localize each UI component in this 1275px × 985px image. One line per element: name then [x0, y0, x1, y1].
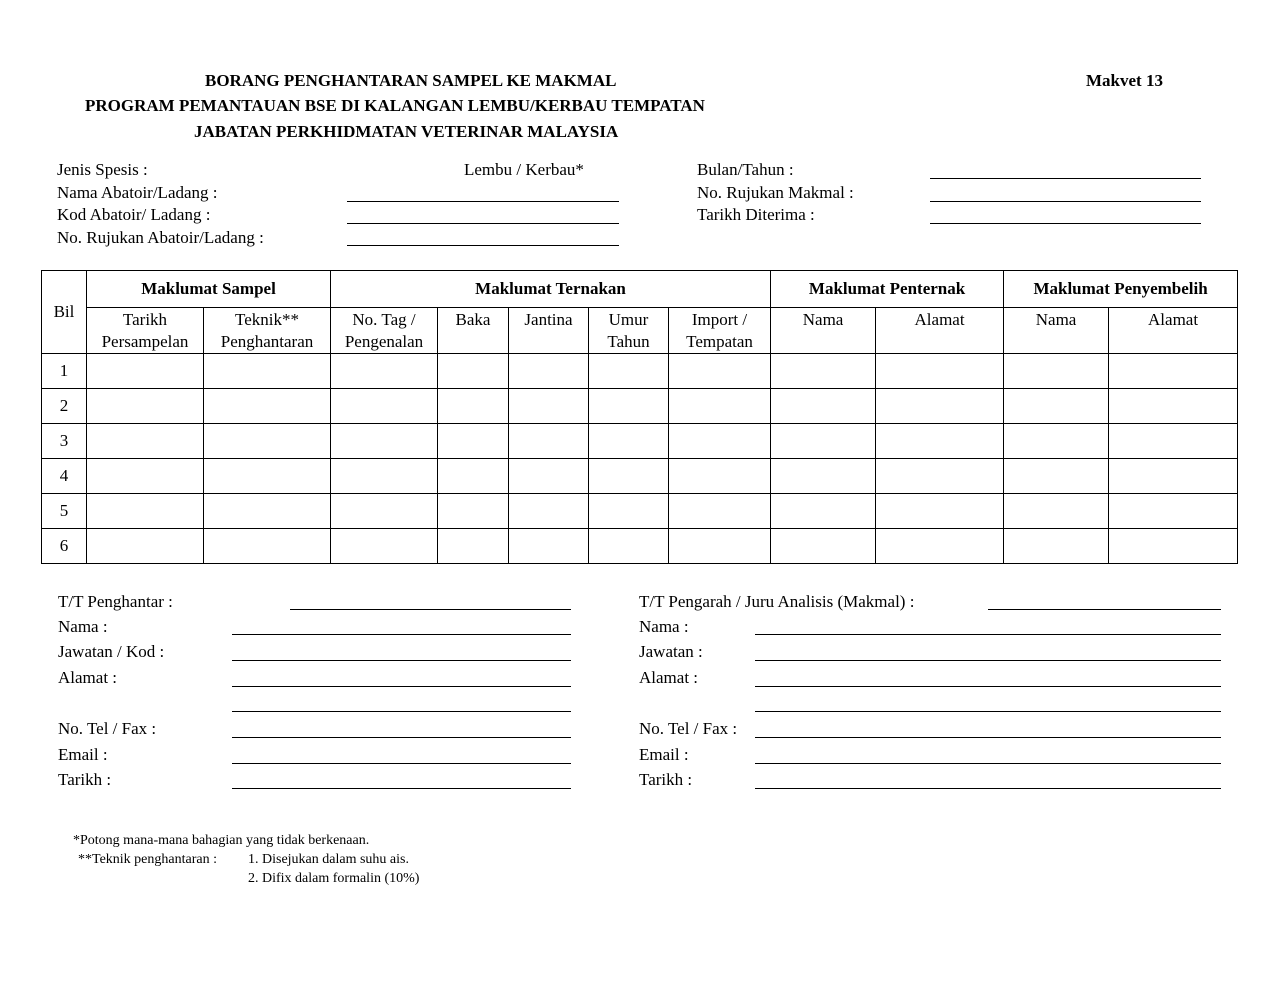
table-cell[interactable]	[589, 459, 669, 494]
field-lab-email[interactable]	[755, 763, 1221, 764]
field-sender-email[interactable]	[232, 763, 571, 764]
field-lab-jawatan[interactable]	[755, 660, 1221, 661]
table-cell[interactable]	[204, 354, 331, 389]
table-cell[interactable]	[509, 529, 589, 564]
table-cell[interactable]	[1004, 354, 1109, 389]
header-penternak-nama: Nama	[771, 308, 876, 354]
table-cell[interactable]	[1109, 494, 1238, 529]
table-cell[interactable]	[204, 459, 331, 494]
form-code: Makvet 13	[1086, 71, 1163, 90]
table-cell[interactable]	[589, 424, 669, 459]
table-cell[interactable]	[589, 389, 669, 424]
header-no-tag: No. Tag / Pengenalan	[331, 308, 438, 354]
table-cell[interactable]	[876, 389, 1004, 424]
footnote-2-label: **Teknik penghantaran :	[78, 852, 217, 867]
table-column-header-row	[42, 308, 1238, 354]
header-tarikh-persampelan: Tarikh Persampelan	[87, 308, 204, 354]
label-sender-tel: No. Tel / Fax :	[58, 719, 157, 738]
table-cell[interactable]	[669, 389, 771, 424]
form-title-line3: JABATAN PERKHIDMATAN VETERINAR MALAYSIA	[194, 122, 619, 141]
table-cell[interactable]	[771, 459, 876, 494]
table-cell[interactable]	[1109, 354, 1238, 389]
table-group-header-row	[42, 271, 1238, 308]
table-cell[interactable]	[331, 354, 438, 389]
footnote-2-item1: 1. Disejukan dalam suhu ais.	[248, 852, 409, 867]
sample-table	[41, 270, 1238, 564]
table-cell[interactable]	[1004, 459, 1109, 494]
row-number: 1	[42, 354, 87, 389]
label-jenis-spesis: Jenis Spesis :	[57, 160, 148, 179]
table-cell[interactable]	[876, 494, 1004, 529]
table-cell[interactable]	[204, 494, 331, 529]
table-cell[interactable]	[331, 494, 438, 529]
header-maklumat-sampel: Maklumat Sampel	[87, 271, 331, 308]
table-cell[interactable]	[876, 529, 1004, 564]
form-title-line1: BORANG PENGHANTARAN SAMPEL KE MAKMAL	[205, 71, 617, 90]
label-tt-pengarah: T/T Pengarah / Juru Analisis (Makmal) :	[639, 592, 915, 611]
label-lab-tarikh: Tarikh :	[639, 770, 693, 789]
field-lab-nama[interactable]	[755, 634, 1221, 635]
label-kod-abatoir: Kod Abatoir/ Ladang :	[57, 205, 211, 224]
header-penyembelih-nama: Nama	[1004, 308, 1109, 354]
header-umur: Umur Tahun	[589, 308, 669, 354]
table-cell[interactable]	[771, 494, 876, 529]
table-cell[interactable]	[331, 529, 438, 564]
table-cell[interactable]	[1109, 459, 1238, 494]
row-number: 5	[42, 494, 87, 529]
table-cell[interactable]	[204, 424, 331, 459]
table-cell[interactable]	[589, 354, 669, 389]
table-cell[interactable]	[87, 529, 204, 564]
table-cell[interactable]	[509, 424, 589, 459]
table-cell[interactable]	[771, 529, 876, 564]
field-sender-alamat-1[interactable]	[232, 686, 571, 687]
header-import: Import / Tempatan	[669, 308, 771, 354]
row-number: 4	[42, 459, 87, 494]
row-number: 2	[42, 389, 87, 424]
table-cell[interactable]	[771, 389, 876, 424]
value-jenis-spesis: Lembu / Kerbau*	[464, 160, 584, 179]
header-penyembelih-alamat: Alamat	[1109, 308, 1238, 354]
header-bil: Bil	[42, 271, 87, 354]
table-cell[interactable]	[1004, 529, 1109, 564]
table-cell[interactable]	[1004, 389, 1109, 424]
table-cell[interactable]	[438, 529, 509, 564]
header-maklumat-penyembelih: Maklumat Penyembelih	[1004, 271, 1238, 308]
field-sender-tarikh[interactable]	[232, 788, 571, 789]
table-row	[42, 494, 1238, 529]
table-cell[interactable]	[438, 424, 509, 459]
label-lab-nama: Nama :	[639, 617, 689, 636]
table-cell[interactable]	[438, 389, 509, 424]
label-lab-email: Email :	[639, 745, 689, 764]
table-cell[interactable]	[589, 494, 669, 529]
field-sender-alamat-2[interactable]	[232, 711, 571, 712]
header-maklumat-penternak: Maklumat Penternak	[771, 271, 1004, 308]
row-number: 3	[42, 424, 87, 459]
label-sender-email: Email :	[58, 745, 108, 764]
field-sender-jawatan[interactable]	[232, 660, 571, 661]
table-cell[interactable]	[204, 529, 331, 564]
header-penternak-alamat: Alamat	[876, 308, 1004, 354]
field-tt-pengarah[interactable]	[988, 609, 1221, 610]
field-tt-penghantar[interactable]	[290, 609, 571, 610]
table-cell[interactable]	[1109, 389, 1238, 424]
row-number: 6	[42, 529, 87, 564]
table-cell[interactable]	[509, 494, 589, 529]
label-sender-nama: Nama :	[58, 617, 108, 636]
field-sender-tel[interactable]	[232, 737, 571, 738]
field-lab-tarikh[interactable]	[755, 788, 1221, 789]
table-cell[interactable]	[509, 354, 589, 389]
label-sender-alamat: Alamat :	[58, 668, 118, 687]
field-no-rujukan-makmal[interactable]	[930, 201, 1201, 202]
label-tt-penghantar: T/T Penghantar :	[58, 592, 173, 611]
label-bulan-tahun: Bulan/Tahun :	[697, 160, 794, 179]
field-nama-abatoir[interactable]	[347, 201, 619, 202]
footnote-1: *Potong mana-mana bahagian yang tidak berkenaan.	[73, 833, 370, 848]
footnote-2-item2: 2. Difix dalam formalin (10%)	[248, 871, 420, 886]
label-lab-tel: No. Tel / Fax :	[639, 719, 738, 738]
table-cell[interactable]	[331, 424, 438, 459]
label-no-rujukan-abatoir: No. Rujukan Abatoir/Ladang :	[57, 228, 264, 247]
form-title-line2: PROGRAM PEMANTAUAN BSE DI KALANGAN LEMBU/KERBAU TEMPATAN	[85, 96, 705, 115]
field-lab-tel[interactable]	[755, 737, 1221, 738]
header-maklumat-ternakan: Maklumat Ternakan	[331, 271, 771, 308]
label-tarikh-diterima: Tarikh Diterima :	[697, 205, 815, 224]
table-cell[interactable]	[1004, 494, 1109, 529]
table-cell[interactable]	[1004, 424, 1109, 459]
field-kod-abatoir[interactable]	[347, 223, 619, 224]
field-lab-alamat-1[interactable]	[755, 686, 1221, 687]
table-cell[interactable]	[331, 459, 438, 494]
table-cell[interactable]	[438, 459, 509, 494]
field-tarikh-diterima[interactable]	[930, 223, 1201, 224]
table-row	[42, 529, 1238, 564]
table-cell[interactable]	[509, 459, 589, 494]
table-cell[interactable]	[87, 389, 204, 424]
table-cell[interactable]	[669, 494, 771, 529]
label-sender-jawatan: Jawatan / Kod :	[58, 642, 165, 661]
table-cell[interactable]	[1109, 529, 1238, 564]
table-cell[interactable]	[87, 354, 204, 389]
field-no-rujukan-abatoir[interactable]	[347, 245, 619, 246]
label-no-rujukan-makmal: No. Rujukan Makmal :	[697, 183, 854, 202]
table-cell[interactable]	[331, 389, 438, 424]
table-cell[interactable]	[669, 354, 771, 389]
table-cell[interactable]	[589, 529, 669, 564]
label-lab-alamat: Alamat :	[639, 668, 699, 687]
header-jantina: Jantina	[509, 308, 589, 354]
table-cell[interactable]	[669, 529, 771, 564]
table-row	[42, 459, 1238, 494]
table-cell[interactable]	[204, 389, 331, 424]
table-cell[interactable]	[669, 459, 771, 494]
table-cell[interactable]	[876, 354, 1004, 389]
table-cell[interactable]	[438, 354, 509, 389]
table-row	[42, 424, 1238, 459]
table-row	[42, 389, 1238, 424]
label-sender-tarikh: Tarikh :	[58, 770, 112, 789]
table-cell[interactable]	[771, 354, 876, 389]
table-cell[interactable]	[87, 494, 204, 529]
header-baka: Baka	[438, 308, 509, 354]
table-cell[interactable]	[876, 424, 1004, 459]
table-cell[interactable]	[1109, 424, 1238, 459]
field-bulan-tahun[interactable]	[930, 178, 1201, 179]
table-cell[interactable]	[87, 424, 204, 459]
table-cell[interactable]	[669, 424, 771, 459]
label-nama-abatoir: Nama Abatoir/Ladang :	[57, 183, 218, 202]
label-lab-jawatan: Jawatan :	[639, 642, 703, 661]
table-cell[interactable]	[771, 424, 876, 459]
table-cell[interactable]	[509, 389, 589, 424]
field-sender-nama[interactable]	[232, 634, 571, 635]
field-lab-alamat-2[interactable]	[755, 711, 1221, 712]
table-row	[42, 354, 1238, 389]
table-cell[interactable]	[438, 494, 509, 529]
table-cell[interactable]	[876, 459, 1004, 494]
header-teknik-penghantaran: Teknik** Penghantaran	[204, 308, 331, 354]
table-cell[interactable]	[87, 459, 204, 494]
